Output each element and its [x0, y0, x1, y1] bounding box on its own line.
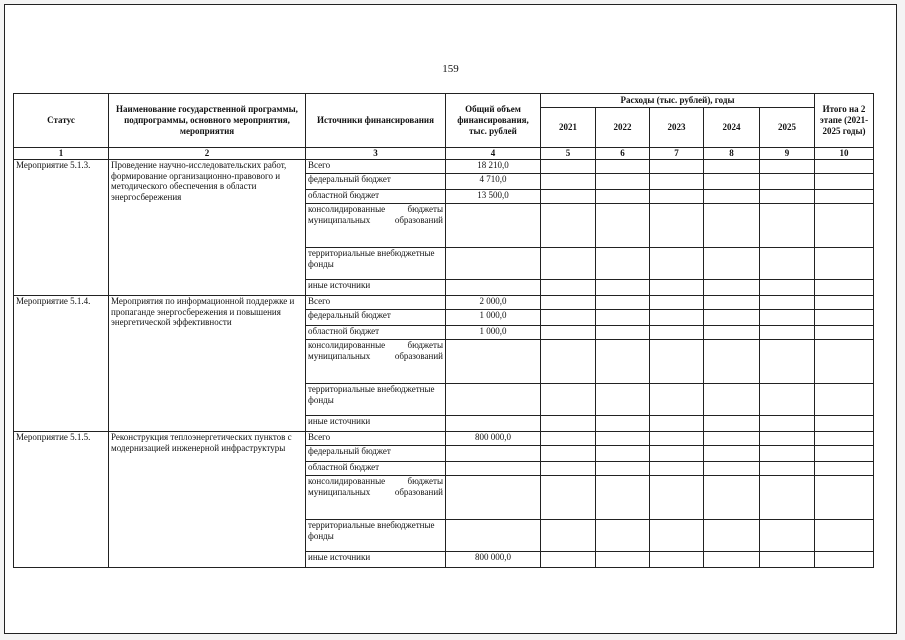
empty-cell [650, 173, 704, 189]
empty-cell [650, 279, 704, 295]
header-status: Статус [14, 94, 109, 148]
empty-cell [760, 325, 815, 339]
empty-cell [815, 475, 874, 519]
total-amount: 13 500,0 [446, 189, 541, 203]
empty-cell [704, 295, 760, 309]
empty-cell [541, 339, 596, 383]
funding-source: областной бюджет [306, 189, 446, 203]
column-number: 2 [109, 148, 306, 160]
funding-source: областной бюджет [306, 325, 446, 339]
table-row [14, 431, 874, 445]
header-name: Наименование государственной программы, подпрограммы, основного мероприятия, мероприятия [109, 94, 306, 148]
measure-status: Мероприятие 5.1.3. [14, 159, 109, 295]
empty-cell [815, 551, 874, 567]
empty-cell [704, 203, 760, 247]
column-number: 8 [704, 148, 760, 160]
column-number: 6 [596, 148, 650, 160]
empty-cell [541, 203, 596, 247]
empty-cell [760, 475, 815, 519]
empty-cell [541, 159, 596, 173]
empty-cell [650, 309, 704, 325]
measure-status: Мероприятие 5.1.5. [14, 431, 109, 567]
header-expenses: Расходы (тыс. рублей), годы [541, 94, 815, 108]
total-amount [446, 247, 541, 279]
empty-cell [815, 173, 874, 189]
empty-cell [704, 475, 760, 519]
header-year: 2024 [704, 108, 760, 148]
header-stage-total: Итого на 2 этапе (2021-2025 годы) [815, 94, 874, 148]
empty-cell [541, 475, 596, 519]
header-total: Общий объем финансирования, тыс. рублей [446, 94, 541, 148]
funding-source: консолидированные бюджеты муниципальных образований [306, 475, 446, 519]
empty-cell [650, 383, 704, 415]
empty-cell [815, 309, 874, 325]
empty-cell [596, 461, 650, 475]
empty-cell [650, 159, 704, 173]
empty-cell [541, 173, 596, 189]
empty-cell [760, 159, 815, 173]
empty-cell [704, 247, 760, 279]
column-number: 9 [760, 148, 815, 160]
funding-source: территориальные внебюджетные фонды [306, 519, 446, 551]
empty-cell [704, 445, 760, 461]
page-number: 159 [442, 63, 459, 75]
empty-cell [760, 551, 815, 567]
total-amount: 1 000,0 [446, 309, 541, 325]
total-amount [446, 415, 541, 431]
empty-cell [541, 279, 596, 295]
empty-cell [541, 295, 596, 309]
total-amount [446, 203, 541, 247]
empty-cell [704, 431, 760, 445]
table-body [14, 159, 874, 567]
total-amount [446, 445, 541, 461]
funding-source: федеральный бюджет [306, 173, 446, 189]
empty-cell [704, 173, 760, 189]
measure-name: Реконструкция теплоэнергетических пунктов с модернизацией инженерной инфраструктуры [109, 431, 306, 567]
empty-cell [815, 189, 874, 203]
empty-cell [541, 189, 596, 203]
empty-cell [541, 309, 596, 325]
empty-cell [815, 295, 874, 309]
empty-cell [596, 339, 650, 383]
funding-source: консолидированные бюджеты муниципальных образований [306, 203, 446, 247]
column-number: 3 [306, 148, 446, 160]
funding-source: областной бюджет [306, 461, 446, 475]
empty-cell [596, 279, 650, 295]
total-amount: 18 210,0 [446, 159, 541, 173]
empty-cell [815, 279, 874, 295]
empty-cell [815, 431, 874, 445]
column-number: 10 [815, 148, 874, 160]
empty-cell [815, 203, 874, 247]
empty-cell [760, 203, 815, 247]
total-amount: 800 000,0 [446, 551, 541, 567]
empty-cell [704, 325, 760, 339]
empty-cell [704, 551, 760, 567]
empty-cell [704, 279, 760, 295]
empty-cell [596, 383, 650, 415]
empty-cell [541, 431, 596, 445]
funding-source: федеральный бюджет [306, 309, 446, 325]
funding-source: иные источники [306, 279, 446, 295]
empty-cell [815, 461, 874, 475]
empty-cell [596, 159, 650, 173]
funding-source: иные источники [306, 551, 446, 567]
empty-cell [541, 247, 596, 279]
header-year: 2023 [650, 108, 704, 148]
funding-source: федеральный бюджет [306, 445, 446, 461]
funding-source: Всего [306, 159, 446, 173]
empty-cell [596, 475, 650, 519]
empty-cell [815, 445, 874, 461]
empty-cell [815, 339, 874, 383]
column-number: 1 [14, 148, 109, 160]
empty-cell [596, 415, 650, 431]
empty-cell [596, 519, 650, 551]
empty-cell [760, 189, 815, 203]
empty-cell [650, 295, 704, 309]
empty-cell [596, 173, 650, 189]
empty-cell [650, 339, 704, 383]
total-amount: 800 000,0 [446, 431, 541, 445]
empty-cell [596, 325, 650, 339]
empty-cell [704, 383, 760, 415]
empty-cell [815, 325, 874, 339]
header-sources: Источники финансирования [306, 94, 446, 148]
empty-cell [541, 551, 596, 567]
total-amount [446, 461, 541, 475]
empty-cell [760, 247, 815, 279]
total-amount: 2 000,0 [446, 295, 541, 309]
table-row [14, 295, 874, 309]
empty-cell [760, 415, 815, 431]
header-year: 2021 [541, 108, 596, 148]
empty-cell [650, 519, 704, 551]
column-number: 4 [446, 148, 541, 160]
empty-cell [704, 461, 760, 475]
empty-cell [760, 295, 815, 309]
total-amount [446, 383, 541, 415]
empty-cell [815, 519, 874, 551]
empty-cell [650, 325, 704, 339]
empty-cell [650, 189, 704, 203]
total-amount [446, 519, 541, 551]
financing-table [13, 93, 874, 568]
funding-source: территориальные внебюджетные фонды [306, 247, 446, 279]
funding-source: консолидированные бюджеты муниципальных образований [306, 339, 446, 383]
empty-cell [596, 247, 650, 279]
empty-cell [541, 461, 596, 475]
empty-cell [760, 445, 815, 461]
table-row [14, 159, 874, 173]
empty-cell [650, 461, 704, 475]
funding-source: иные источники [306, 415, 446, 431]
empty-cell [596, 309, 650, 325]
empty-cell [541, 325, 596, 339]
empty-cell [760, 383, 815, 415]
total-amount [446, 475, 541, 519]
empty-cell [541, 415, 596, 431]
total-amount: 1 000,0 [446, 325, 541, 339]
empty-cell [704, 415, 760, 431]
measure-name: Проведение научно-исследовательских работ, формирование организационно-правового и методического обеспечения в области энергосбережения [109, 159, 306, 295]
empty-cell [596, 189, 650, 203]
empty-cell [704, 189, 760, 203]
total-amount: 4 710,0 [446, 173, 541, 189]
empty-cell [760, 519, 815, 551]
header-year: 2022 [596, 108, 650, 148]
empty-cell [760, 309, 815, 325]
empty-cell [650, 445, 704, 461]
empty-cell [596, 203, 650, 247]
measure-status: Мероприятие 5.1.4. [14, 295, 109, 431]
empty-cell [596, 431, 650, 445]
header-year: 2025 [760, 108, 815, 148]
empty-cell [650, 475, 704, 519]
empty-cell [704, 519, 760, 551]
empty-cell [815, 383, 874, 415]
empty-cell [760, 279, 815, 295]
empty-cell [760, 339, 815, 383]
document-page [4, 4, 897, 634]
empty-cell [760, 173, 815, 189]
empty-cell [704, 339, 760, 383]
funding-source: Всего [306, 295, 446, 309]
total-amount [446, 339, 541, 383]
funding-source: территориальные внебюджетные фонды [306, 383, 446, 415]
empty-cell [815, 247, 874, 279]
empty-cell [596, 295, 650, 309]
column-number: 5 [541, 148, 596, 160]
empty-cell [704, 159, 760, 173]
empty-cell [815, 415, 874, 431]
empty-cell [650, 415, 704, 431]
empty-cell [760, 431, 815, 445]
empty-cell [541, 383, 596, 415]
funding-source: Всего [306, 431, 446, 445]
empty-cell [650, 431, 704, 445]
empty-cell [541, 445, 596, 461]
empty-cell [541, 519, 596, 551]
measure-name: Мероприятия по информационной поддержке и пропаганде энергосбережения и повышения энергетической эффективности [109, 295, 306, 431]
empty-cell [815, 159, 874, 173]
empty-cell [650, 551, 704, 567]
column-number: 7 [650, 148, 704, 160]
empty-cell [596, 445, 650, 461]
empty-cell [596, 551, 650, 567]
total-amount [446, 279, 541, 295]
empty-cell [760, 461, 815, 475]
empty-cell [650, 247, 704, 279]
empty-cell [650, 203, 704, 247]
empty-cell [704, 309, 760, 325]
